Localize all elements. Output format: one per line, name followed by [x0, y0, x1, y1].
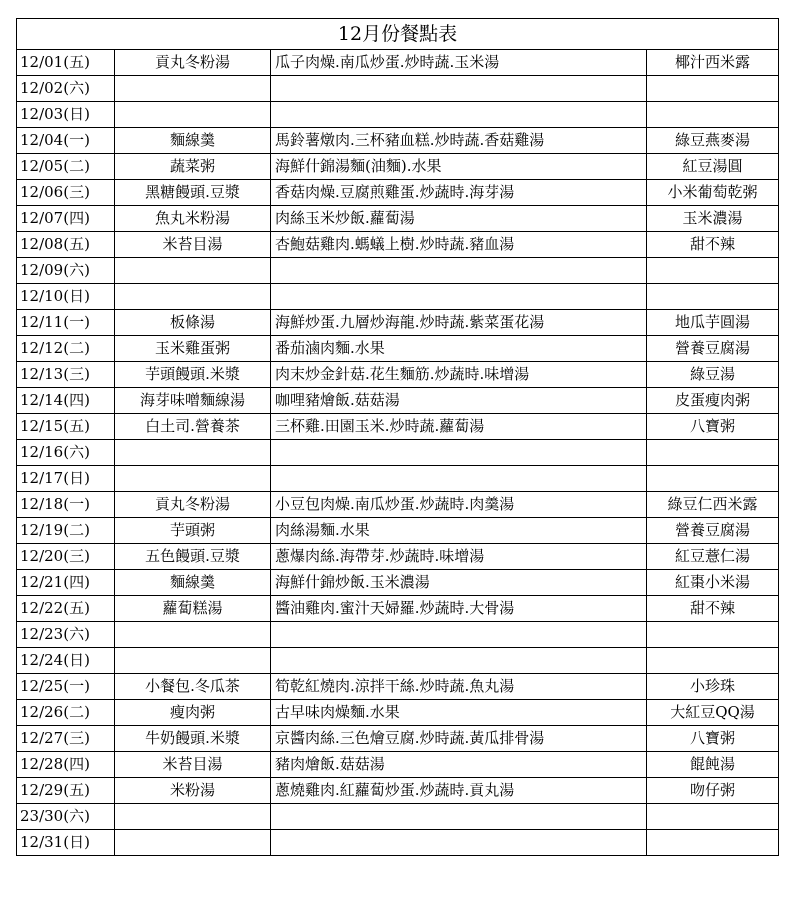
- snack-cell: 甜不辣: [647, 596, 779, 622]
- table-row: [17, 726, 779, 752]
- date-cell: 12/20(三): [17, 544, 115, 570]
- snack-cell: 綠豆燕麥湯: [647, 128, 779, 154]
- lunch-cell: 香菇肉燥.豆腐煎雞蛋.炒蔬時.海芽湯: [271, 180, 647, 206]
- table-title: 12月份餐點表: [17, 19, 779, 50]
- lunch-cell: 海鮮炒蛋.九層炒海龍.炒時蔬.紫菜蛋花湯: [271, 310, 647, 336]
- table-row: [17, 648, 779, 674]
- breakfast-cell: 貢丸冬粉湯: [115, 492, 271, 518]
- snack-cell: [647, 284, 779, 310]
- lunch-cell: 肉絲玉米炒飯.蘿蔔湯: [271, 206, 647, 232]
- date-cell: 12/08(五): [17, 232, 115, 258]
- table-row: [17, 622, 779, 648]
- breakfast-cell: 五色饅頭.豆漿: [115, 544, 271, 570]
- date-cell: 12/02(六): [17, 76, 115, 102]
- date-cell: 12/06(三): [17, 180, 115, 206]
- snack-cell: 大紅豆QQ湯: [647, 700, 779, 726]
- table-row: [17, 50, 779, 76]
- date-cell: 12/04(一): [17, 128, 115, 154]
- table-row: [17, 830, 779, 856]
- table-row: [17, 180, 779, 206]
- date-cell: 12/27(三): [17, 726, 115, 752]
- snack-cell: [647, 648, 779, 674]
- table-row: [17, 258, 779, 284]
- breakfast-cell: [115, 440, 271, 466]
- lunch-cell: 筍乾紅燒肉.涼拌干絲.炒時蔬.魚丸湯: [271, 674, 647, 700]
- date-cell: 12/14(四): [17, 388, 115, 414]
- table-row: [17, 102, 779, 128]
- date-cell: 12/05(二): [17, 154, 115, 180]
- snack-cell: 紅棗小米湯: [647, 570, 779, 596]
- breakfast-cell: 牛奶饅頭.米漿: [115, 726, 271, 752]
- lunch-cell: 海鮮什錦炒飯.玉米濃湯: [271, 570, 647, 596]
- date-cell: 12/09(六): [17, 258, 115, 284]
- lunch-cell: 京醬肉絲.三色燴豆腐.炒時蔬.黃瓜排骨湯: [271, 726, 647, 752]
- table-row: [17, 154, 779, 180]
- snack-cell: 吻仔粥: [647, 778, 779, 804]
- snack-cell: [647, 258, 779, 284]
- snack-cell: 營養豆腐湯: [647, 336, 779, 362]
- lunch-cell: 杏鮑菇雞肉.螞蟻上樹.炒時蔬.豬血湯: [271, 232, 647, 258]
- date-cell: 12/25(一): [17, 674, 115, 700]
- lunch-cell: 醬油雞肉.蜜汁天婦羅.炒蔬時.大骨湯: [271, 596, 647, 622]
- breakfast-cell: 白土司.營養茶: [115, 414, 271, 440]
- breakfast-cell: 麵線羹: [115, 128, 271, 154]
- date-cell: 12/16(六): [17, 440, 115, 466]
- date-cell: 12/15(五): [17, 414, 115, 440]
- breakfast-cell: 玉米雞蛋粥: [115, 336, 271, 362]
- title-row: [17, 19, 779, 50]
- table-row: [17, 466, 779, 492]
- table-row: [17, 778, 779, 804]
- breakfast-cell: [115, 102, 271, 128]
- meal-table: [16, 18, 779, 856]
- date-cell: 12/28(四): [17, 752, 115, 778]
- snack-cell: 綠豆湯: [647, 362, 779, 388]
- date-cell: 12/17(日): [17, 466, 115, 492]
- lunch-cell: 番茄滷肉麵.水果: [271, 336, 647, 362]
- breakfast-cell: 板條湯: [115, 310, 271, 336]
- snack-cell: 椰汁西米露: [647, 50, 779, 76]
- lunch-cell: 咖哩豬燴飯.菇菇湯: [271, 388, 647, 414]
- lunch-cell: 肉末炒金針菇.花生麵筋.炒蔬時.味增湯: [271, 362, 647, 388]
- date-cell: 12/01(五): [17, 50, 115, 76]
- table-row: [17, 206, 779, 232]
- date-cell: 12/24(日): [17, 648, 115, 674]
- snack-cell: 八寶粥: [647, 726, 779, 752]
- date-cell: 12/11(一): [17, 310, 115, 336]
- table-row: [17, 414, 779, 440]
- snack-cell: 玉米濃湯: [647, 206, 779, 232]
- lunch-cell: [271, 284, 647, 310]
- date-cell: 12/12(二): [17, 336, 115, 362]
- lunch-cell: [271, 804, 647, 830]
- snack-cell: 皮蛋瘦肉粥: [647, 388, 779, 414]
- snack-cell: 綠豆仁西米露: [647, 492, 779, 518]
- lunch-cell: 蔥燒雞肉.紅蘿蔔炒蛋.炒蔬時.貢丸湯: [271, 778, 647, 804]
- date-cell: 12/18(一): [17, 492, 115, 518]
- breakfast-cell: [115, 830, 271, 856]
- snack-cell: 紅豆湯圓: [647, 154, 779, 180]
- table-row: [17, 596, 779, 622]
- breakfast-cell: [115, 804, 271, 830]
- table-row: [17, 752, 779, 778]
- lunch-cell: [271, 258, 647, 284]
- lunch-cell: 蔥爆肉絲.海帶芽.炒蔬時.味增湯: [271, 544, 647, 570]
- lunch-cell: 古早味肉燥麵.水果: [271, 700, 647, 726]
- breakfast-cell: 魚丸米粉湯: [115, 206, 271, 232]
- breakfast-cell: 貢丸冬粉湯: [115, 50, 271, 76]
- snack-cell: [647, 830, 779, 856]
- breakfast-cell: [115, 622, 271, 648]
- snack-cell: 小米葡萄乾粥: [647, 180, 779, 206]
- table-row: [17, 362, 779, 388]
- breakfast-cell: 瘦肉粥: [115, 700, 271, 726]
- lunch-cell: [271, 102, 647, 128]
- table-row: [17, 128, 779, 154]
- breakfast-cell: 黑糖饅頭.豆漿: [115, 180, 271, 206]
- lunch-cell: 肉絲湯麵.水果: [271, 518, 647, 544]
- lunch-cell: 豬肉燴飯.菇菇湯: [271, 752, 647, 778]
- snack-cell: 營養豆腐湯: [647, 518, 779, 544]
- lunch-cell: [271, 466, 647, 492]
- date-cell: 12/26(二): [17, 700, 115, 726]
- breakfast-cell: 小餐包.冬瓜茶: [115, 674, 271, 700]
- snack-cell: [647, 622, 779, 648]
- date-cell: 12/10(日): [17, 284, 115, 310]
- date-cell: 23/30(六): [17, 804, 115, 830]
- table-row: [17, 284, 779, 310]
- snack-cell: 餛飩湯: [647, 752, 779, 778]
- table-row: [17, 232, 779, 258]
- lunch-cell: [271, 440, 647, 466]
- table-row: [17, 388, 779, 414]
- date-cell: 12/07(四): [17, 206, 115, 232]
- lunch-cell: [271, 76, 647, 102]
- table-row: [17, 700, 779, 726]
- breakfast-cell: 蔬菜粥: [115, 154, 271, 180]
- breakfast-cell: 米苔目湯: [115, 752, 271, 778]
- lunch-cell: 瓜子肉燥.南瓜炒蛋.炒時蔬.玉米湯: [271, 50, 647, 76]
- snack-cell: [647, 804, 779, 830]
- table-row: [17, 518, 779, 544]
- snack-cell: [647, 440, 779, 466]
- table-row: [17, 310, 779, 336]
- lunch-cell: [271, 622, 647, 648]
- breakfast-cell: 蘿蔔糕湯: [115, 596, 271, 622]
- snack-cell: [647, 102, 779, 128]
- breakfast-cell: 海芽味噌麵線湯: [115, 388, 271, 414]
- table-row: [17, 674, 779, 700]
- snack-cell: 甜不辣: [647, 232, 779, 258]
- snack-cell: 小珍珠: [647, 674, 779, 700]
- lunch-cell: 三杯雞.田園玉米.炒時蔬.蘿蔔湯: [271, 414, 647, 440]
- breakfast-cell: [115, 648, 271, 674]
- lunch-cell: 小豆包肉燥.南瓜炒蛋.炒蔬時.肉羹湯: [271, 492, 647, 518]
- breakfast-cell: [115, 284, 271, 310]
- breakfast-cell: 米粉湯: [115, 778, 271, 804]
- breakfast-cell: [115, 258, 271, 284]
- date-cell: 12/22(五): [17, 596, 115, 622]
- lunch-cell: [271, 830, 647, 856]
- table-row: [17, 336, 779, 362]
- lunch-cell: 馬鈴薯燉肉.三杯豬血糕.炒時蔬.香菇雞湯: [271, 128, 647, 154]
- breakfast-cell: 芋頭饅頭.米漿: [115, 362, 271, 388]
- date-cell: 12/03(日): [17, 102, 115, 128]
- date-cell: 12/13(三): [17, 362, 115, 388]
- table-row: [17, 804, 779, 830]
- date-cell: 12/23(六): [17, 622, 115, 648]
- snack-cell: [647, 466, 779, 492]
- breakfast-cell: [115, 466, 271, 492]
- date-cell: 12/21(四): [17, 570, 115, 596]
- lunch-cell: [271, 648, 647, 674]
- date-cell: 12/29(五): [17, 778, 115, 804]
- lunch-cell: 海鮮什錦湯麵(油麵).水果: [271, 154, 647, 180]
- table-row: [17, 544, 779, 570]
- snack-cell: 紅豆薏仁湯: [647, 544, 779, 570]
- snack-cell: 八寶粥: [647, 414, 779, 440]
- breakfast-cell: 麵線羹: [115, 570, 271, 596]
- date-cell: 12/19(二): [17, 518, 115, 544]
- table-row: [17, 76, 779, 102]
- meal-rows: [17, 50, 779, 856]
- table-row: [17, 440, 779, 466]
- date-cell: 12/31(日): [17, 830, 115, 856]
- breakfast-cell: 芋頭粥: [115, 518, 271, 544]
- breakfast-cell: [115, 76, 271, 102]
- menu-sheet: [16, 18, 778, 856]
- snack-cell: [647, 76, 779, 102]
- table-row: [17, 570, 779, 596]
- table-row: [17, 492, 779, 518]
- snack-cell: 地瓜芋圓湯: [647, 310, 779, 336]
- breakfast-cell: 米苔目湯: [115, 232, 271, 258]
